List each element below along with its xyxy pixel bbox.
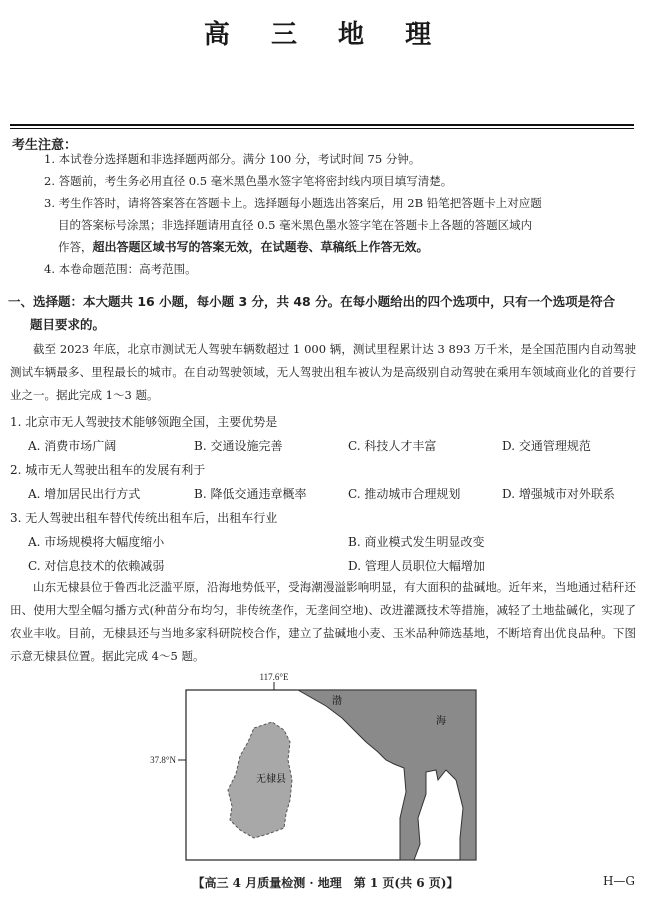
top-rule-thick — [10, 124, 634, 126]
question-1-option-b: B. 交通设施完善 — [194, 439, 283, 453]
notice-item-2: 2. 答题前，考生务必用直径 0.5 毫米黑色墨水签字笔将密封线内项目填写清楚。 — [44, 174, 453, 188]
question-3-option-c: C. 对信息技术的依赖减弱 — [28, 559, 165, 573]
latitude-label: 37.8°N — [150, 755, 176, 765]
notice-item-1: 1. 本试卷分选择题和非选择题两部分。满分 100 分，考试时间 75 分钟。 — [44, 152, 421, 166]
notice-item-3-line-2: 目的答案标号涂黑；非选择题请用直径 0.5 毫米黑色墨水签字笔在答题卡上各题的答题区域内 — [58, 218, 533, 232]
sea-label-bo: 渤 — [332, 696, 342, 707]
question-1-option-c: C. 科技人才丰富 — [348, 439, 437, 453]
footer-page-info: 【高三 4 月质量检测 · 地理 第 1 页(共 6 页)】 — [192, 876, 459, 890]
question-2-stem: 2. 城市无人驾驶出租车的发展有利于 — [10, 463, 206, 477]
question-2-option-b: B. 降低交通违章概率 — [194, 487, 307, 501]
question-1-option-a: A. 消费市场广阔 — [28, 439, 117, 453]
location-map — [150, 668, 500, 868]
sea-label-hai: 海 — [436, 716, 446, 727]
question-2-option-d: D. 增强城市对外联系 — [502, 487, 615, 501]
section-heading-line-2: 题目要求的。 — [30, 317, 106, 332]
section-heading-line-1: 一、选择题：本大题共 16 小题，每小题 3 分，共 48 分。在每小题给出的四个选项中，只有一个选项是符合 — [8, 294, 616, 309]
question-1-stem: 1. 北京市无人驾驶技术能够领跑全国，主要优势是 — [10, 415, 278, 429]
notice-item-4: 4. 本卷命题范围：高考范围。 — [44, 262, 197, 276]
question-2-option-c: C. 推动城市合理规划 — [348, 487, 461, 501]
question-3-option-b: B. 商业模式发生明显改变 — [348, 535, 485, 549]
question-3-stem: 3. 无人驾驶出租车替代传统出租车后，出租车行业 — [10, 511, 278, 525]
passage-2: 山东无棣县位于鲁西北泛滥平原，沿海地势低平，受海潮漫溢影响明显，有大面积的盐碱地。近年来，当地通过秸秆还田、使用大型全幅匀播方式(种苗分布均匀，非传统垄作，无垄间空地)、改进灌溉技术等措施，减轻了土地盐碱化，实现了农业丰收。目前，无棣县还与当地多家科研院校合作，建立了盐碱地小麦、玉米品种筛选基地，不断培育出优良品种。下图示意无棣县位置。据此完成 4～5 题。 — [10, 580, 636, 663]
passage-1: 截至 2023 年底，北京市测试无人驾驶车辆数超过 1 000 辆，测试里程累计达 3 893 万千米，是全国范围内自动驾驶测试车辆最多、里程最长的城市。在自动驾驶领域，无人驾驶出租车被认为是高级别自动驾驶在乘用车领域商业化的首要行业之一。据此完成 1～3 题。 — [10, 342, 636, 402]
footer-code: H—G — [602, 874, 635, 888]
question-1-option-d: D. 交通管理规范 — [502, 439, 591, 453]
notice-item-3-line-3 — [58, 236, 640, 258]
longitude-label: 117.6°E — [259, 672, 289, 682]
question-3-option-d: D. 管理人员职位大幅增加 — [348, 559, 485, 573]
question-2-option-a: A. 增加居民出行方式 — [28, 487, 141, 501]
notice-heading: 考生注意： — [12, 138, 78, 153]
notice-item-3-plain: 作答， — [58, 240, 93, 254]
top-rule-thin — [10, 128, 634, 129]
notice-item-3-emphasis: 超出答题区域书写的答案无效，在试题卷、草稿纸上作答无效。 — [92, 240, 429, 254]
question-3-option-a: A. 市场规模将大幅度缩小 — [28, 535, 165, 549]
county-label: 无棣县 — [256, 774, 286, 785]
notice-item-3-line-1: 3. 考生作答时，请将答案答在答题卡上。选择题每小题选出答案后，用 2B 铅笔把答题卡上对应题 — [44, 196, 542, 210]
page-title: 高 三 地 理 — [203, 20, 448, 50]
